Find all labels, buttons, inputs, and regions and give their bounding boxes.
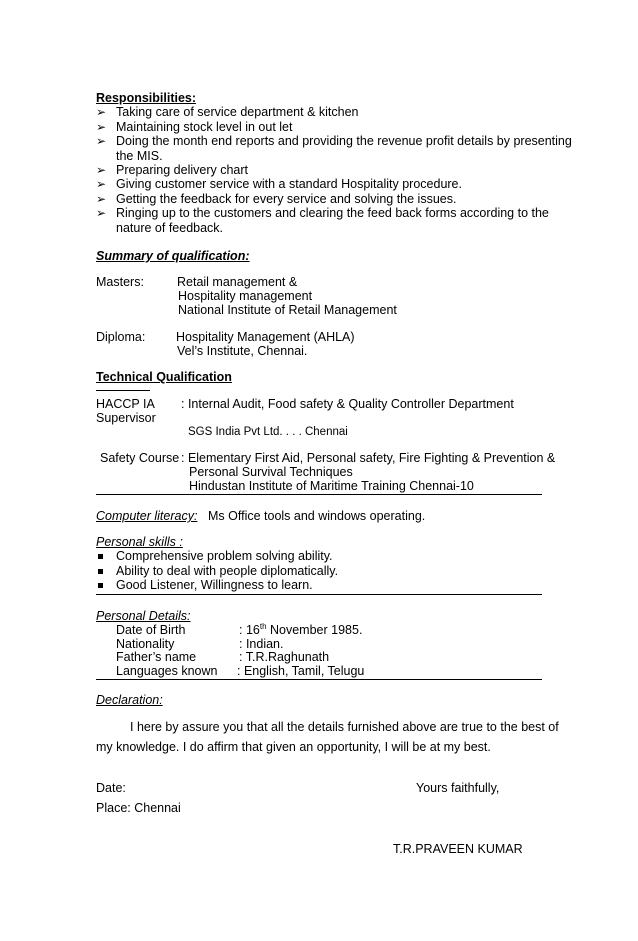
responsibility-item: Giving customer service with a standard Hospitality procedure. [116, 177, 462, 191]
arrow-bullet-icon: ➢ [96, 134, 107, 148]
signatory-name: T.R.PRAVEEN KUMAR [393, 842, 523, 856]
responsibility-item: Ringing up to the customers and clearing the feed back forms according to the nature of feedback. [116, 206, 549, 235]
place-text: Place: Chennai [96, 801, 181, 815]
responsibility-item: Doing the month end reports and providing the revenue profit details by presenting the MIS. [116, 134, 572, 163]
diploma-line: Hospitality Management (AHLA) [176, 330, 355, 344]
personal-label: Father’s name [116, 650, 197, 664]
personal-label: Languages known [116, 664, 218, 678]
arrow-bullet-icon: ➢ [96, 192, 107, 206]
haccp-description: : Internal Audit, Food safety & Quality Controller Department [181, 397, 514, 411]
safety-provider: Hindustan Institute of Maritime Training Chennai-10 [189, 479, 474, 493]
masters-line: Hospitality management [178, 289, 313, 303]
divider [96, 494, 542, 495]
arrow-bullet-icon: ➢ [96, 163, 107, 177]
haccp-label: Supervisor [96, 411, 156, 425]
arrow-bullet-icon: ➢ [96, 177, 107, 191]
safety-description: Personal Survival Techniques [189, 465, 353, 479]
computer-literacy-value: Ms Office tools and windows operating. [208, 509, 426, 523]
divider [96, 679, 542, 680]
masters-label: Masters: [96, 275, 144, 289]
responsibility-item: Preparing delivery chart [116, 163, 249, 177]
arrow-bullet-icon: ➢ [96, 105, 107, 119]
responsibilities-heading: Responsibilities: [96, 91, 197, 105]
diploma-label: Diploma: [96, 330, 146, 344]
declaration-text: my knowledge. I do affirm that given an opportunity, I will be at my best. [96, 740, 491, 754]
dob-value-post: November 1985. [266, 623, 363, 637]
masters-line: National Institute of Retail Management [178, 303, 397, 317]
declaration-heading: Declaration: [96, 693, 163, 707]
square-bullet-icon [98, 554, 103, 559]
personal-value [239, 623, 362, 638]
skill-item: Good Listener, Willingness to learn. [116, 578, 313, 592]
skill-item: Ability to deal with people diplomatically. [116, 564, 339, 578]
square-bullet-icon [98, 583, 103, 588]
personal-label: Nationality [116, 637, 175, 651]
divider [96, 390, 150, 391]
personal-heading: Personal Details: [96, 609, 191, 623]
haccp-label: HACCP IA [96, 397, 155, 411]
dob-value-pre: : 16 [239, 623, 260, 637]
computer-literacy-label: Computer literacy: [96, 509, 198, 523]
closing-text: Yours faithfully, [416, 781, 500, 795]
personal-label: Date of Birth [116, 623, 186, 637]
arrow-bullet-icon: ➢ [96, 206, 107, 220]
haccp-provider: SGS India Pvt Ltd. . . . Chennai [188, 426, 348, 438]
responsibility-item: Maintaining stock level in out let [116, 120, 293, 134]
dob-value-sup: th [259, 621, 267, 631]
arrow-bullet-icon: ➢ [96, 120, 107, 134]
safety-label: Safety Course [100, 451, 180, 465]
technical-heading: Technical Qualification [96, 370, 232, 384]
personal-value: : T.R.Raghunath [239, 650, 330, 664]
skill-item: Comprehensive problem solving ability. [116, 549, 333, 563]
skills-heading: Personal skills : [96, 535, 183, 549]
personal-value: : English, Tamil, Telugu [237, 664, 365, 678]
declaration-text: I here by assure you that all the details furnished above are true to the best of [130, 720, 559, 734]
summary-heading: Summary of qualification: [96, 249, 250, 263]
diploma-line: Vel’s Institute, Chennai. [177, 344, 308, 358]
safety-description: : Elementary First Aid, Personal safety, Fire Fighting & Prevention & [181, 451, 556, 465]
square-bullet-icon [98, 569, 103, 574]
personal-value: : Indian. [239, 637, 284, 651]
masters-line: Retail management & [177, 275, 298, 289]
responsibility-item: Taking care of service department & kitchen [116, 105, 359, 119]
responsibility-item: Getting the feedback for every service and solving the issues. [116, 192, 457, 206]
date-label: Date: [96, 781, 126, 795]
divider [96, 594, 542, 595]
